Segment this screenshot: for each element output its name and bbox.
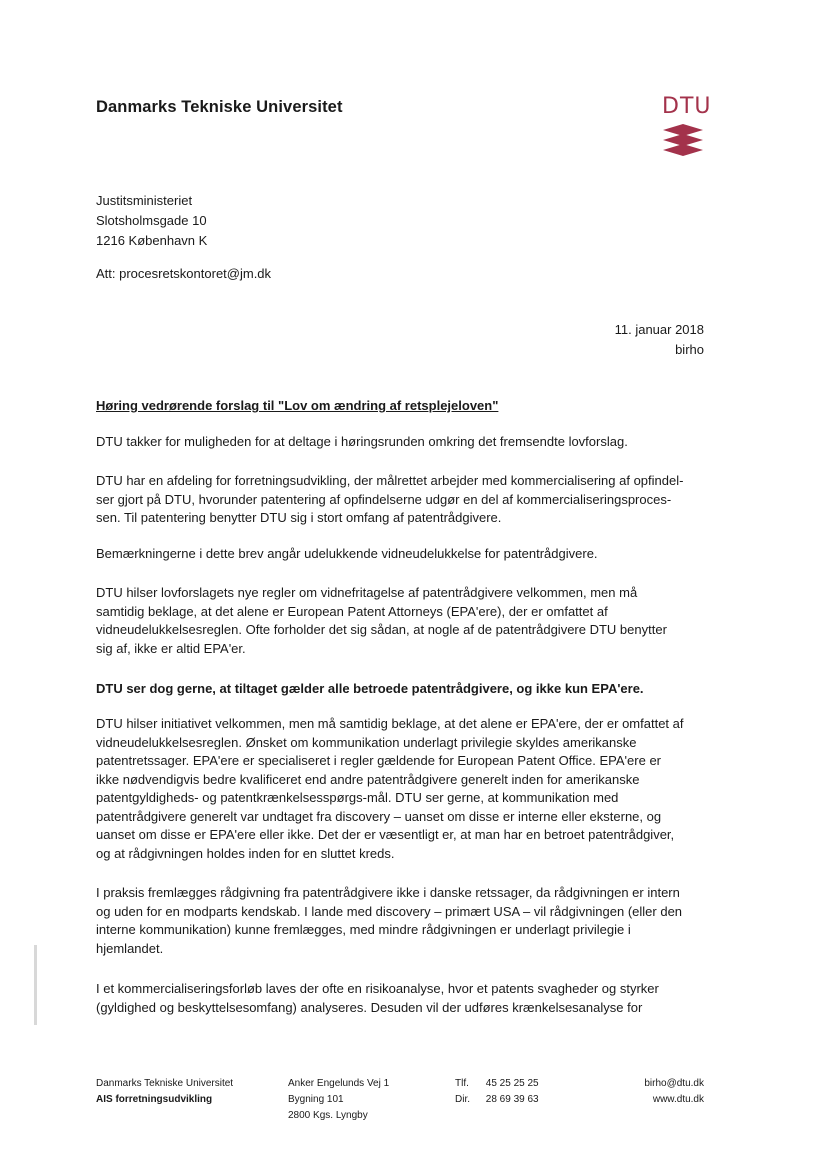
body-paragraph — [96, 545, 708, 564]
paragraph-line: uanset om disse er EPA'ere eller ikke. Det der er væsentligt er, at man har en betroet patentrådgiver, — [96, 827, 675, 842]
paragraph-line: patentretssager. EPA'ere er specialiseret i regler gældende for European Patent Office. EPA'ere er — [96, 753, 661, 768]
paragraph-line: hjemlandet. — [96, 940, 164, 956]
paragraph-line: sig af, ikke er altid EPA'er. — [96, 640, 246, 656]
footer-line: Bygning 101 — [288, 1094, 344, 1105]
footer-line: Anker Engelunds Vej 1 — [288, 1078, 390, 1089]
university-name: Danmarks Tekniske Universitet — [96, 98, 343, 116]
paragraph-line: DTU hilser initiativet velkommen, men må samtidig beklage, at det alene er EPA'ere, der er omfattet af — [96, 716, 684, 731]
footer-website: www.dtu.dk — [652, 1094, 704, 1105]
paragraph-line: vidneudelukkelsesreglen. Ønsket om kommunikation underlagt privilegie skyldes amerikanske — [96, 734, 637, 750]
paragraph-line: samtidig beklage, at det alene er European Patent Attorneys (EPA'ere), der er omfattet af — [96, 603, 608, 619]
recipient-line: Justitsministeriet — [96, 193, 193, 208]
footer-line: AIS forretningsudvikling — [96, 1094, 213, 1105]
paragraph-line: Bemærkningerne i dette brev angår udelukkende vidneudelukkelse for patentrådgivere. — [96, 546, 598, 561]
logo-chevrons-icon — [660, 96, 706, 160]
logo-text: DTU — [662, 94, 712, 119]
paragraph-line: patentrådgivere generelt var undtaget fra discovery – uanset om disse er interne eller eksterne, og — [96, 808, 662, 824]
recipient-line: Slotsholmsgade 10 — [96, 213, 207, 228]
paragraph-line: (gyldighed og beskyttelsesomfang) analyseres. Desuden vil der udføres krænkelsesanalyse for — [96, 999, 643, 1015]
paragraph-line: DTU har en afdeling for forretningsudvikling, der målrettet arbejder med kommercialisering af opfindel- — [96, 473, 684, 488]
recipient-line: 1216 København K — [96, 233, 208, 248]
paragraph-line: DTU hilser lovforslagets nye regler om vidnefritagelse af patentrådgivere velkommen, men må — [96, 585, 638, 600]
paragraph-line: og uden for en modparts kendskab. I lande med discovery – primært USA – vil rådgivningen (eller den — [96, 903, 683, 919]
body-paragraph-highlight — [96, 680, 708, 699]
body-paragraph — [96, 715, 708, 863]
phone-value: 45 25 25 25 — [485, 1078, 539, 1089]
paragraph-line: ikke nødvendigvis bedre kvalificeret end andre patentrådgivere generelt inden for amerikanske — [96, 771, 640, 787]
sender-initials: birho — [675, 342, 704, 357]
paragraph-line: patentgyldigheds- og patentkrænkelsesspørgs-mål. DTU ser gerne, at kommunikation med — [96, 790, 619, 805]
body-paragraph — [96, 433, 708, 452]
paragraph-line: ser gjort på DTU, hvorunder patentering af opfindelserne udgør en del af kommercialiseringsproces- — [96, 491, 672, 507]
footer-phones — [455, 1076, 539, 1108]
body-paragraph — [96, 980, 708, 1017]
paragraph-line: og at rådgivningen holdes inden for en sluttet kreds. — [96, 845, 395, 861]
body-paragraph — [96, 472, 708, 528]
paragraph-line: DTU takker for muligheden for at deltage i høringsrunden omkring det fremsendte lovforslag. — [96, 434, 628, 449]
margin-scan-mark — [32, 945, 40, 1025]
body-paragraph — [96, 584, 708, 658]
paragraph-line: vidneudelukkelsesreglen. Ofte forholder det sig sådan, at nogle af de patentrådgivere DTU benytter — [96, 622, 667, 637]
attention-line: Att: procesretskontoret@jm.dk — [96, 266, 272, 281]
letter-subject: Høring vedrørende forslag til "Lov om ændring af retsplejeloven" — [96, 398, 499, 413]
footer-contact — [644, 1076, 704, 1108]
dtu-logo — [660, 94, 712, 160]
date-block — [615, 320, 704, 360]
paragraph-line: I praksis fremlægges rådgivning fra patentrådgivere ikke i danske retssager, da rådgivningen er intern — [96, 885, 680, 900]
footer-line: 2800 Kgs. Lyngby — [288, 1110, 368, 1121]
paragraph-line: sen. Til patentering benytter DTU sig i stort omfang af patentrådgivere. — [96, 510, 502, 525]
footer-line: Danmarks Tekniske Universitet — [96, 1078, 234, 1089]
footer-phone-row — [455, 1076, 539, 1092]
paragraph-line: I et kommercialiseringsforløb laves der ofte en risikoanalyse, hvor et patents svagheder og styrker — [96, 981, 659, 996]
footer-organisation — [96, 1076, 233, 1108]
paragraph-line: DTU ser dog gerne, at tiltaget gælder alle betroede patentrådgivere, og ikke kun EPA'ere. — [96, 681, 644, 696]
paragraph-line: interne kommunikation) kunne fremlægges, med mindre rådgivningen er underlagt privilegie i — [96, 922, 631, 937]
footer-phone-row — [455, 1092, 539, 1108]
recipient-address — [96, 191, 207, 251]
letter-date: 11. januar 2018 — [614, 322, 704, 337]
phone-label: Tlf. — [455, 1078, 469, 1089]
phone-label: Dir. — [455, 1094, 470, 1105]
footer-email: birho@dtu.dk — [644, 1078, 704, 1089]
footer-address — [288, 1076, 389, 1124]
phone-value: 28 69 39 63 — [485, 1094, 539, 1105]
body-paragraph — [96, 884, 708, 958]
